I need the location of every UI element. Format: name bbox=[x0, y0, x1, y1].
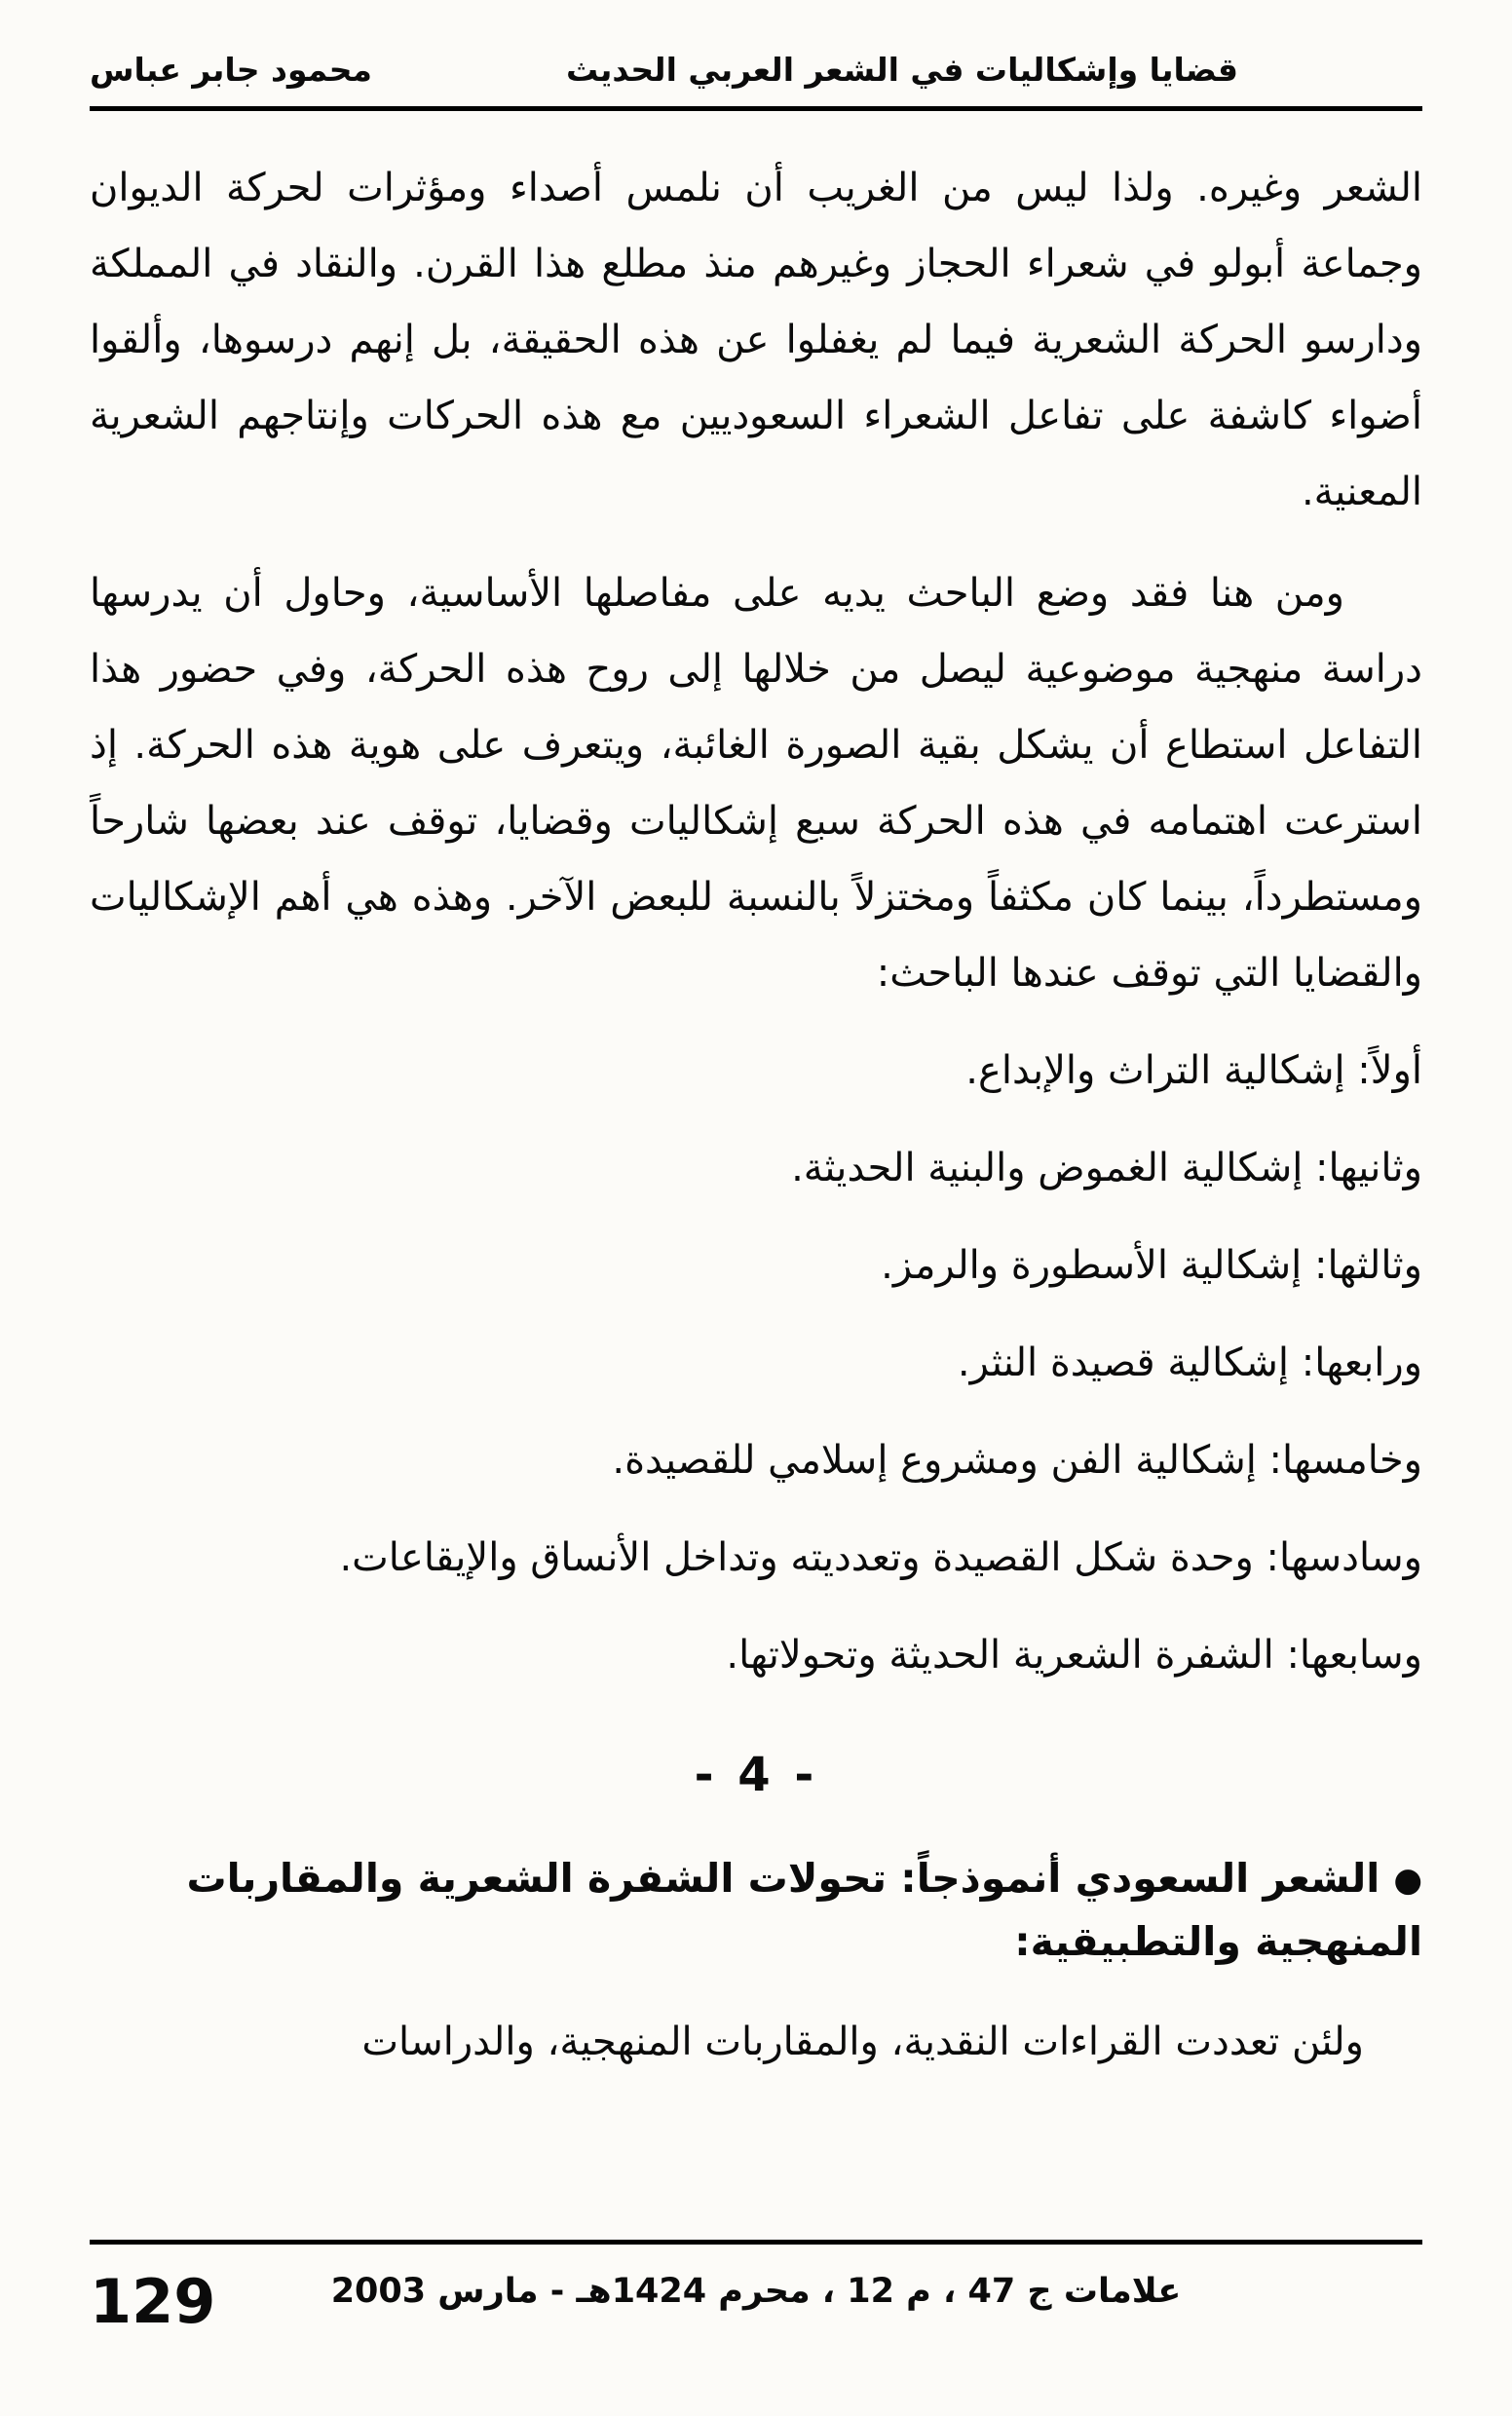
page-body bbox=[90, 150, 1422, 2080]
author-name: محمود جابر عباس bbox=[90, 51, 372, 89]
issue-item: وثانيها: إشكالية الغموض والبنية الحديثة. bbox=[791, 1146, 1422, 1190]
issue-item: وخامسها: إشكالية الفن ومشروع إسلامي للقصيدة. bbox=[612, 1438, 1422, 1483]
paragraph: ولئن تعددت القراءات النقدية، والمقاربات المنهجية، والدراسات bbox=[361, 2019, 1364, 2064]
issue-item: وثالثها: إشكالية الأسطورة والرمز. bbox=[881, 1243, 1422, 1288]
running-title: قضايا وإشكاليات في الشعر العربي الحديث bbox=[566, 51, 1238, 89]
issue-item: أولاً: إشكالية التراث والإبداع. bbox=[965, 1048, 1422, 1093]
paragraph: ومن هنا فقد وضع الباحث يديه على مفاصلها الأساسية، وحاول أن يدرسها دراسة منهجية موضوعية ليصل من خلالها إلى روح هذه الحركة، وفي حضور هذا التفاعل استطاع أن يشكل بقية الصورة الغائبة، ويتعرف على هوية هذه الحركة. إذ استرعت اهتمامه في هذه الحركة سبع إشكاليات وقضايا، توقف عند بعضها شارحاً ومستطرداً، بينما كان مكثفاً ومختزلاً بالنسبة للبعض الآخر. وهذه هي أهم الإشكاليات والقضايا التي توقف عندها الباحث: bbox=[90, 571, 1422, 996]
issue-item: وسابعها: الشفرة الشعرية الحديثة وتحولاتها. bbox=[726, 1633, 1422, 1678]
section-number: - 4 - bbox=[694, 1748, 818, 1802]
page-footer bbox=[90, 2240, 1422, 2371]
paragraph: الشعر وغيره. ولذا ليس من الغريب أن نلمس أصداء ومؤثرات لحركة الديوان وجماعة أبولو في شعراء الحجاز وغيرهم منذ مطلع هذا القرن. والنقاد في المملكة ودارسو الحركة الشعرية فيما لم يغفلوا عن هذه الحقيقة، بل إنهم درسوها، وألقوا أضواء كاشفة على تفاعل الشعراء السعوديين مع هذه الحركات وإنتاجهم الشعرية المعنية. bbox=[90, 166, 1422, 514]
issues-list bbox=[90, 1033, 1422, 1693]
journal-citation: علامات ج 47 ، م 12 ، محرم 1424هـ - مارس 2003 bbox=[330, 2272, 1182, 2311]
page-number: 129 bbox=[90, 2266, 216, 2337]
bullet-icon: ● bbox=[1393, 1861, 1422, 1901]
section-heading bbox=[90, 1847, 1422, 1975]
section-heading-text: الشعر السعودي أنموذجاً: تحولات الشفرة الشعرية والمقاربات المنهجية والتطبيقية: bbox=[186, 1854, 1422, 1966]
issue-item: وسادسها: وحدة شكل القصيدة وتعدديته وتداخل الأنساق والإيقاعات. bbox=[339, 1535, 1422, 1580]
page-header bbox=[90, 51, 1422, 111]
issue-item: ورابعها: إشكالية قصيدة النثر. bbox=[957, 1340, 1422, 1385]
